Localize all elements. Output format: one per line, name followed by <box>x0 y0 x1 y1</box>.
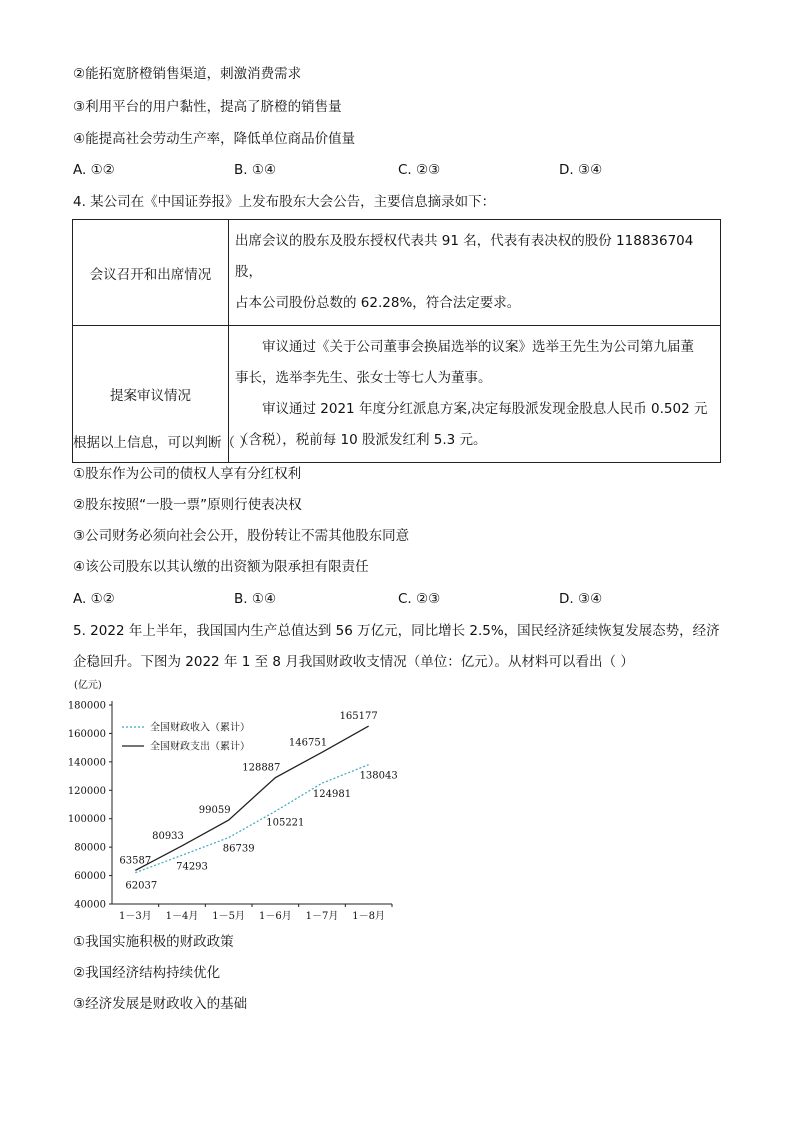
expenditure-data-label: 128887 <box>242 762 281 774</box>
q5-statement-3: ③经济发展是财政收入的基础 <box>73 996 248 1012</box>
proposal-1-line-1: 审议通过《关于公司董事会换届选举的议案》选举王先生为公司第九届董 <box>262 339 694 355</box>
y-tick-label: 180000 <box>67 700 106 712</box>
x-tick-label: 1－6月 <box>258 911 292 922</box>
q3-option-3: ③利用平台的用户黏性，提高了脐橙的销售量 <box>73 99 342 115</box>
table-cell-meeting <box>229 220 721 326</box>
expenditure-data-label: 165177 <box>339 711 378 723</box>
legend-label-expenditure: 全国财政支出（累计） <box>150 741 250 753</box>
legend-label-revenue: 全国财政收入（累计） <box>150 722 250 734</box>
x-tick-label: 1－3月 <box>118 911 152 922</box>
q3-choice-a[interactable]: A. ①② <box>73 162 115 178</box>
q5-stem-line-1: 5. 2022 年上半年，我国国内生产总值达到 56 万亿元，同比增长 2.5%，国民经济延续恢复发展态势，经济 <box>73 623 720 639</box>
q3-choices <box>73 160 713 180</box>
x-tick-label: 1－7月 <box>305 911 339 922</box>
q4-choice-c[interactable]: C. ②③ <box>398 591 441 607</box>
q4-statement-2: ②股东按照“一股一票”原则行使表决权 <box>73 497 302 513</box>
revenue-data-label: 86739 <box>222 843 255 855</box>
table-head-meeting: 会议召开和出席情况 <box>73 220 229 326</box>
meeting-line-2: 占本公司股份总数的 62.28%，符合法定要求。 <box>235 295 521 311</box>
revenue-data-label: 74293 <box>176 861 208 873</box>
q4-choice-d[interactable]: D. ③④ <box>559 591 603 607</box>
q4-choice-b[interactable]: B. ①④ <box>234 591 277 607</box>
q3-option-4: ④能提高社会劳动生产率，降低单位商品价值量 <box>73 131 356 147</box>
q4-choice-a[interactable]: A. ①② <box>73 591 115 607</box>
fiscal-line-chart <box>62 676 398 926</box>
expenditure-data-label: 63587 <box>119 855 152 867</box>
q5-statement-1: ①我国实施积极的财政政策 <box>73 934 234 950</box>
revenue-data-label: 105221 <box>266 817 305 829</box>
expenditure-data-label: 80933 <box>152 830 184 842</box>
x-tick-label: 1－4月 <box>165 911 199 922</box>
proposal-2-line-1: 审议通过 2021 年度分红派息方案,决定每股派发现金股息人民币 0.502 元 <box>262 401 708 417</box>
q4-statement-1: ①股东作为公司的债权人享有分红权利 <box>73 466 302 482</box>
q3-choice-d[interactable]: D. ③④ <box>559 162 603 178</box>
series-line-revenue <box>135 762 368 873</box>
q3-choice-b[interactable]: B. ①④ <box>234 162 277 178</box>
q4-statement-3: ③公司财务必须向社会公开，股份转让不需其他股东同意 <box>73 528 410 544</box>
proposal-1-line-2: 事长，选举李先生、张女士等七人为董事。 <box>235 370 492 386</box>
y-tick-label: 140000 <box>67 757 106 769</box>
y-tick-label: 100000 <box>67 814 106 826</box>
y-axis-unit: (亿元) <box>74 680 102 691</box>
table-head-proposals: 提案审议情况 <box>73 326 229 463</box>
q5-statement-2: ②我国经济结构持续优化 <box>73 965 221 981</box>
y-tick-label: 80000 <box>74 842 106 854</box>
q3-option-2: ②能拓宽脐橙销售渠道，刺激消费需求 <box>73 66 302 82</box>
q4-choices <box>73 589 713 609</box>
q5-stem-line-2: 企稳回升。下图为 2022 年 1 至 8 月我国财政收支情况（单位：亿元）。从材料可以看出（ ） <box>73 654 634 670</box>
y-tick-label: 60000 <box>74 871 106 883</box>
y-tick-label: 40000 <box>74 899 106 911</box>
revenue-data-label: 62037 <box>125 880 158 892</box>
q4-statement-4: ④该公司股东以其认缴的出资额为限承担有限责任 <box>73 559 369 575</box>
y-tick-label: 160000 <box>67 728 106 740</box>
revenue-data-label: 138043 <box>359 770 398 782</box>
q4-question: 根据以上信息，可以判断（ ） <box>73 435 253 451</box>
expenditure-data-label: 146751 <box>288 737 328 749</box>
y-tick-label: 120000 <box>67 785 106 797</box>
announcement-table <box>72 219 721 463</box>
expenditure-data-label: 99059 <box>198 805 231 817</box>
table-cell-proposals <box>229 326 721 463</box>
x-tick-label: 1－8月 <box>352 911 386 922</box>
meeting-line-1: 出席会议的股东及股东授权代表共 91 名，代表有表决权的股份 118836704 股， <box>235 233 694 280</box>
proposal-2-line-2: （含税），税前每 10 股派发红利 5.3 元。 <box>235 432 487 448</box>
x-tick-label: 1－5月 <box>212 911 246 922</box>
revenue-data-label: 124981 <box>312 789 352 801</box>
q3-choice-c[interactable]: C. ②③ <box>398 162 441 178</box>
q4-stem: 4. 某公司在《中国证券报》上发布股东大会公告，主要信息摘录如下： <box>73 194 496 210</box>
